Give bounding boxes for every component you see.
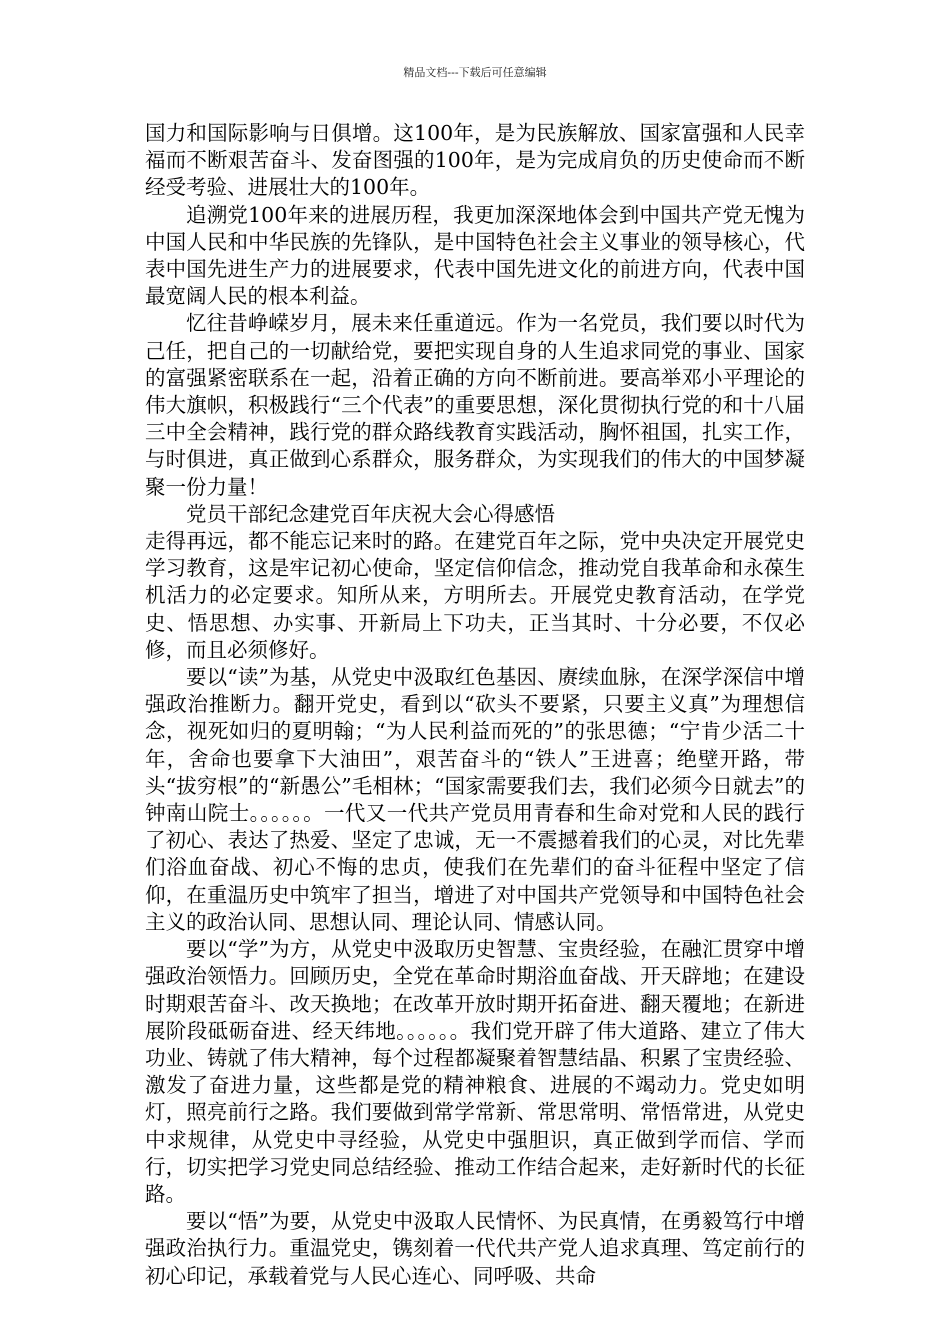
paragraph: 要以“学”为方，从党史中汲取历史智慧、宝贵经验，在融汇贯穿中增强政治领悟力。回顾历史，全党在革命时期浴血奋战、开天辟地；在建设时期艰苦奋斗、改天换地；在改革开放时期开拓奋进、翻天覆地；在新进展阶段砥砺奋进、经天纬地。。。。。。我们党开辟了伟大道路、建立了伟大功业、铸就了伟大精神，每个过程都凝聚着智慧结晶、积累了宝贵经验、激发了奋进力量，这些都是党的精神粮食、进展的不竭动力。党史如明灯，照亮前行之路。我们要做到常学常新、常思常明、常悟常进，从党史中求规律，从党史中寻经验，从党史中强胆识，真正做到学而信、学而行，切实把学习党史同总结经验、推动工作结合起来，走好新时代的长征路。 — [145, 937, 805, 1206]
section-title: 党员干部纪念建党百年庆祝大会心得感悟 — [186, 501, 555, 526]
paragraph: 忆往昔峥嵘岁月，展未来任重道远。作为一名党员，我们要以时代为己任，把自己的一切献给党，要把实现自身的人生追求同党的事业、国家的富强紧密联系在一起，沿着正确的方向不断前进。要高举邓小平理论的伟大旗帜，积极践行“三个代表”的重要思想，深化贯彻执行党的和十八届三中全会精神，践行党的群众路线教育实践活动，胸怀祖国，扎实工作，与时俱进，真正做到心系群众，服务群众，为实现我们的伟大的中国梦凝聚一份力量！ — [145, 311, 805, 499]
paragraph: 要以“读”为基，从党史中汲取红色基因、赓续血脉，在深学深信中增强政治推断力。翻开党史，看到以“砍头不要紧，只要主义真”为理想信念，视死如归的夏明翰；“为人民利益而死的”的张思德；“宁肯少活二十年，舍命也要拿下大油田”，艰苦奋斗的“铁人”王进喜；绝壁开路，带头“拔穷根”的“新愚公”毛相林；“国家需要我们去，我们必须今日就去”的钟南山院士。。。。。。一代又一代共产党员用青春和生命对党和人民的践行了初心、表达了热爱、坚定了忠诚，无一不震撼着我们的心灵，对比先辈们浴血奋战、初心不悔的忠贞，使我们在先辈们的奋斗征程中坚定了信仰，在重温历史中筑牢了担当，增进了对中国共产党领导和中国特色社会主义的政治认同、思想认同、理论认同、情感认同。 — [145, 665, 805, 934]
paragraph: 走得再远，都不能忘记来时的路。在建党百年之际，党中央决定开展党史学习教育，这是牢记初心使命，坚定信仰信念，推动党自我革命和永葆生机活力的必定要求。知所从来，方明所去。开展党史教育活动，在学党史、悟思想、办实事、开新局上下功夫，正当其时、十分必要，不仅必修，而且必须修好。 — [145, 529, 805, 662]
paragraph: 追溯党100年来的进展历程，我更加深深地体会到中国共产党无愧为中国人民和中华民族的先锋队，是中国特色社会主义事业的领导核心，代表中国先进生产力的进展要求，代表中国先进文化的前进方向，代表中国最宽阔人民的根本利益。 — [145, 202, 805, 309]
page-header: 精品文档---下载后可任意编辑 — [403, 66, 547, 79]
paragraph: 国力和国际影响与日俱增。这100年，是为民族解放、国家富强和人民幸福而不断艰苦奋斗、发奋图强的100年，是为完成肩负的历史使命而不断经受考验、进展壮大的100年。 — [145, 121, 805, 200]
paragraph: 要以“悟”为要，从党史中汲取人民情怀、为民真情，在勇毅笃行中增强政治执行力。重温党史，镌刻着一代代共产党人追求真理、笃定前行的初心印记，承载着党与人民心连心、同呼吸、共命 — [145, 1209, 805, 1288]
document-body — [145, 120, 805, 1290]
